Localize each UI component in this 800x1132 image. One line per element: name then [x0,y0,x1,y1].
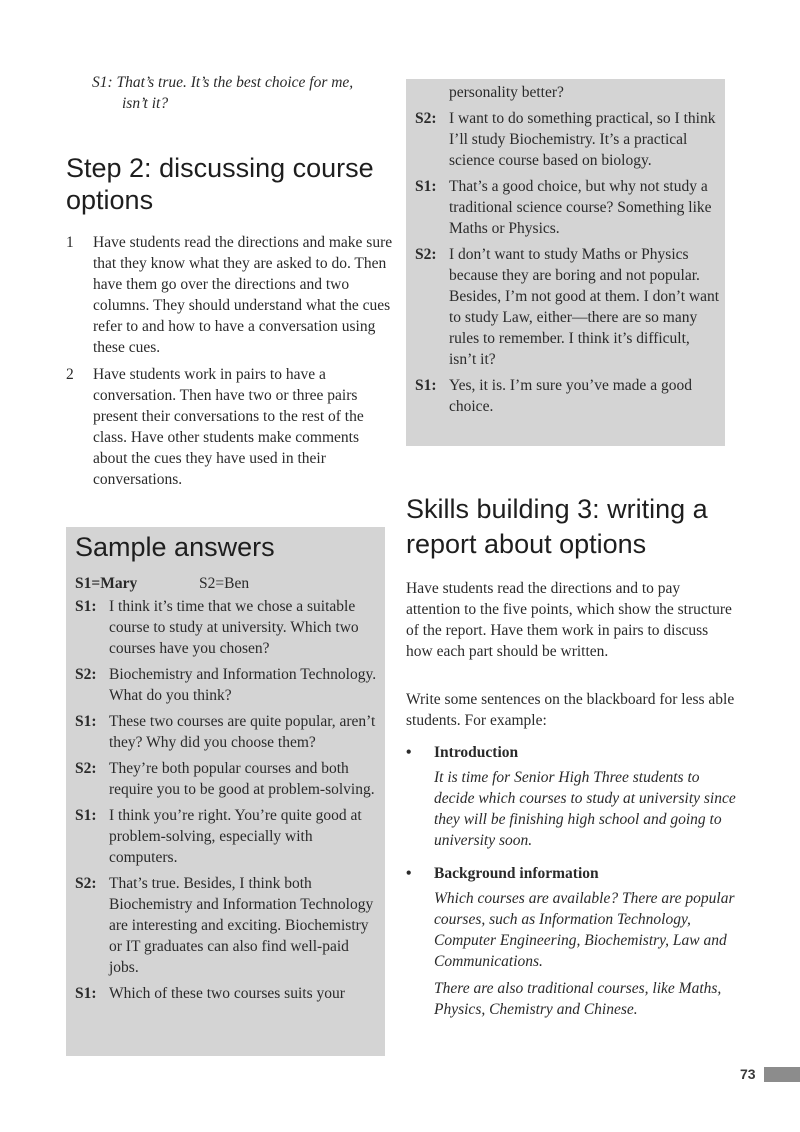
example-sentence: Which courses are available? There are popular courses, such as Information Technology, Computer Engineering, Biochemistry, Law and Communications. [434,890,735,970]
dialog-text: These two courses are quite popular, aren’t they? Why did you choose them? [109,713,376,751]
dialog-text: Biochemistry and Information Technology. What do you think? [109,666,377,704]
list-item [66,364,396,490]
speaker-label: S1: [415,377,437,394]
skills3-heading: Skills building 3: writing a report about options [406,494,708,559]
item-text: Have students work in pairs to have a conversation. Then have two or three pairs present their conversations to the rest of the class. Have other students make comments about the cues they have used in their conversations. [93,366,364,488]
dialog-turn [415,108,720,171]
bullet-introduction [406,742,736,857]
step2-heading: Step 2: discussing course options [66,153,374,215]
dialog-turn [415,176,720,239]
speaker-names [75,573,375,594]
bullet-heading: Background information [434,865,599,882]
speaker-label: S1: [75,807,97,824]
dialog-text: That’s a good choice, but why not study a traditional science course? Something like Maths or Physics. [449,178,712,237]
s2-name: S2=Ben [199,575,250,592]
dialog-turn [415,244,720,370]
sample-answers-heading: Sample answers [75,532,275,562]
speaker-label: S1: [75,598,97,615]
dialog-text: isn’t it? [122,95,169,112]
skills3-paragraph: Write some sentences on the blackboard for less able students. For example: [406,691,735,729]
skills3-paragraph: Have students read the directions and to pay attention to the five points, which show the structure of the report. Have them work in pairs to discuss how each part should be written. [406,580,732,660]
item-number: 2 [66,366,74,383]
dialog-turn [75,711,380,753]
dialog-text: That’s true. It’s the best choice for me, [116,74,354,91]
sample-dialog-right [415,82,720,422]
dialog-continuation [415,82,720,103]
dialog-text: personality better? [449,84,564,101]
dialog-text: I think you’re right. You’re quite good at problem-solving, especially with computers. [109,807,362,866]
example-sentence: It is time for Senior High Three students to decide which courses to study at university since they will be finishing high school and going to university soon. [434,769,736,849]
dialog-turn [75,805,380,868]
dialog-turn [75,758,380,800]
dialog-text: I want to do something practical, so I think I’ll study Biochemistry. It’s a practical science course based on biology. [449,110,716,169]
dialog-text: That’s true. Besides, I think both Biochemistry and Information Technology are interesting and exciting. Biochemistry or IT graduates can also find well-paid jobs. [109,875,374,976]
speaker-label: S2: [75,666,97,683]
item-number: 1 [66,234,74,251]
speaker-label: S2: [415,246,437,263]
speaker-label: S1: [75,985,97,1002]
s1-name: S1=Mary [75,575,138,592]
dialog-text: I think it’s time that we chose a suitable course to study at university. Which two courses have you chosen? [109,598,359,657]
dialog-turn [75,873,380,978]
bullet-background-information [406,863,736,1026]
dialog-text: Which of these two courses suits your [109,985,345,1002]
dialog-turn [415,375,720,417]
dialog-text: Yes, it is. I’m sure you’ve made a good choice. [449,377,692,415]
page-number: 73 [740,1066,756,1082]
list-item [66,232,396,358]
page-number-bar [764,1067,800,1082]
dialog-turn [75,664,380,706]
speaker-label: S2: [415,110,437,127]
dialog-turn [75,983,380,1004]
bullet-icon: • [406,744,412,761]
step2-numbered-list [66,232,396,496]
example-sentence: There are also traditional courses, like Maths, Physics, Chemistry and Chinese. [434,980,722,1018]
speaker-label: S2: [75,760,97,777]
top-dialog-fragment [92,72,392,114]
bullet-heading: Introduction [434,744,519,761]
speaker-label: S1: [415,178,437,195]
dialog-line [92,72,392,93]
item-text: Have students read the directions and make sure that they know what they are asked to do. Then have them go over the directions and two columns. They should understand what the cues refer to and how to have a conversation using these cues. [93,234,393,356]
bullet-icon: • [406,865,412,882]
dialog-turn [75,596,380,659]
dialog-text: I don’t want to study Maths or Physics because they are boring and not popular. Besides, I’m not good at them. I don’t want to study Law, either—there are so many rules to remember. I think it’s difficult, isn’t it? [449,246,720,368]
sample-dialog-left [75,596,380,1009]
speaker-label: S2: [75,875,97,892]
dialog-text: They’re both popular courses and both require you to be good at problem-solving. [109,760,375,798]
speaker-label: S1: [92,74,113,91]
speaker-label: S1: [75,713,97,730]
